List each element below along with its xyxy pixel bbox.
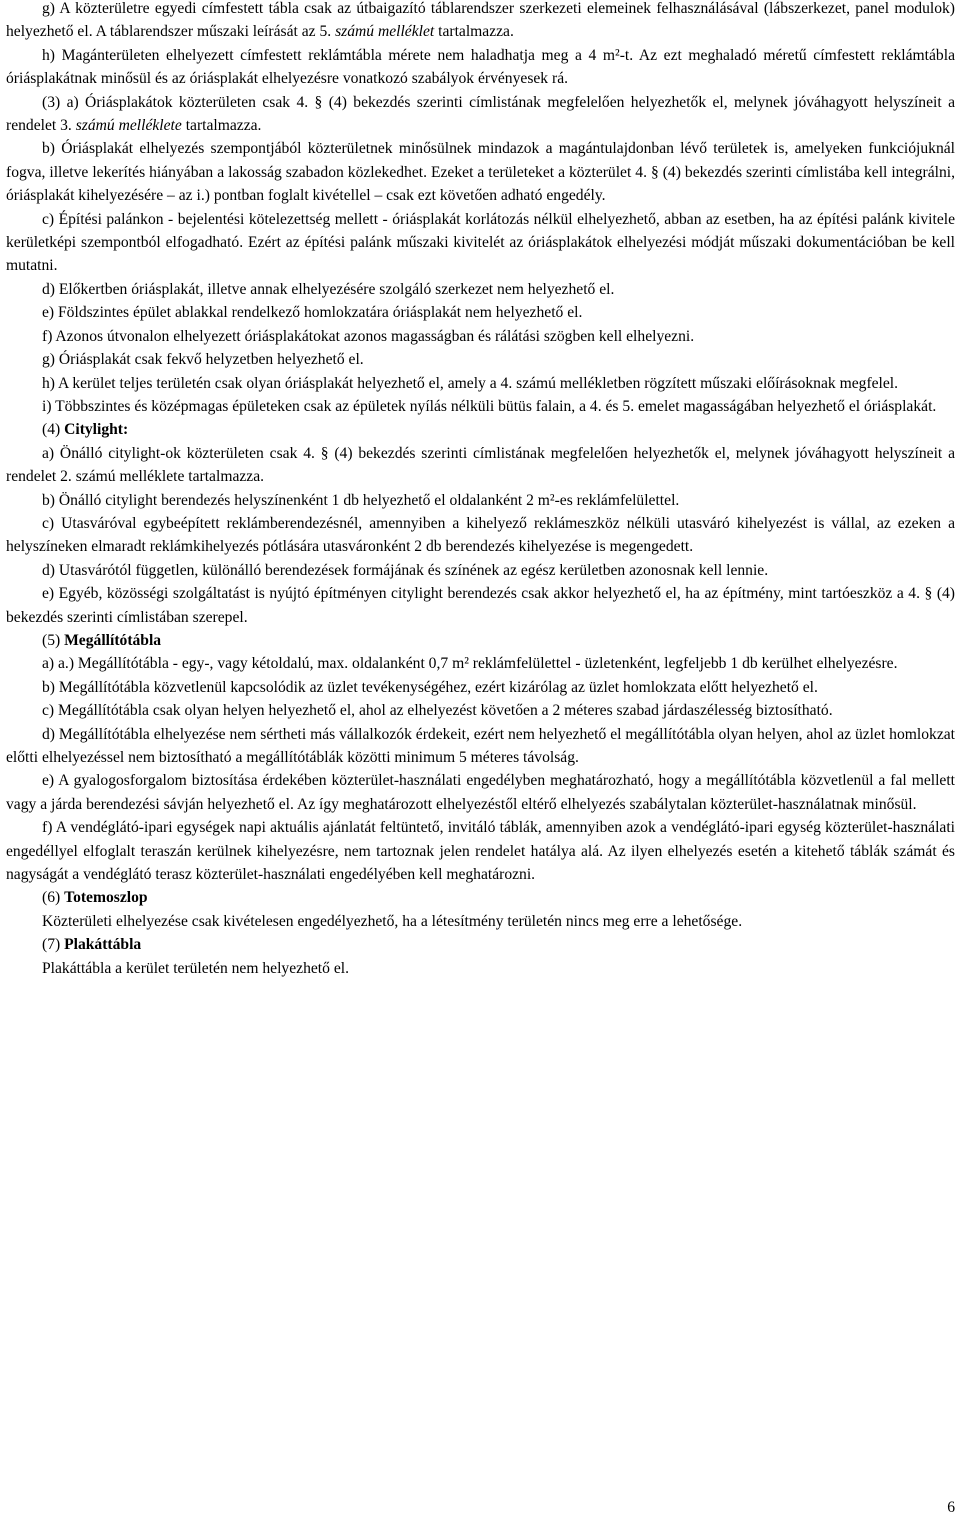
section-title: Megállítótábla: [64, 631, 162, 649]
paragraph-megallitotabla-e: e) A gyalogosforgalom biztosítása érdekében közterület-használati engedélyben meghatározható, hogy a megállítótábla közvetlenül a fal mellett vagy a járda berendezési sávján helyezhető el. Az így meghatározott elhelyezéstől eltérő elhelyezés szabálytalan közterület-használatnak minősül.: [6, 772, 955, 813]
paragraph-oriasplakat-b: b) Óriásplakát elhelyezés szempontjából közterületnek minősülnek mindazok a magántulajdonban lévő területek is, amelyeken funkciójuknál fogva, illetve lekerítés hiányában a lakosság szabadon közlekedhet. Ezeket a területeket a közterület 4. § (4) bekezdés szerinti címlistába kell integrálni, óriásplakát kihelyezésére – az i.) pontban foglalt kivétellel – csak ezt követően adható engedély.: [6, 140, 955, 205]
paragraph-megallitotabla-b: b) Megállítótábla közvetlenül kapcsolódik az üzlet tevékenységéhez, ezért kizárólag az üzlet homlokzata előtt helyezhető el.: [42, 678, 818, 696]
paragraph-oriasplakat-c: c) Építési palánkon - bejelentési kötelezettség mellett - óriásplakát korlátozás nélkül elhelyezhető, abban az esetben, ha az építési palánk kivitele kerületképi szempontból elfogadható. Ezért az építési palánk műszaki kivitelét az óriásplakátok elhelyezési módját műszaki dokumentációban be kell mutatni.: [6, 210, 955, 275]
section-title: Totemoszlop: [64, 889, 148, 907]
paragraph-megallitotabla-c: c) Megállítótábla csak olyan helyen helyezhető el, ahol az elhelyezést követően a 2 méteres szabad járdaszélesség biztosítható.: [42, 702, 833, 720]
section-heading-plakattabla: (7) Plakáttábla: [42, 936, 142, 954]
annex-reference: számú melléklete: [75, 117, 182, 135]
paragraph-oriasplakat-h: h) A kerület teljes területén csak olyan óriásplakát helyezhető el, amely a 4. számú mellékletben rögzített műszaki előírásoknak megfelel.: [42, 374, 899, 392]
section-heading-megallitotabla: (5) Megállítótábla: [42, 631, 162, 649]
paragraph-megallitotabla-d: d) Megállítótábla elhelyezése nem sértheti más vállalkozók érdekeit, ezért nem helyezhető el megállítótábla olyan helyen, ahol az üzlet homlokzat előtti elhelyezéssel nem biztosítható a megállítótáblák közötti minimum 5 méteres távolság.: [6, 725, 955, 766]
paragraph-oriasplakat-e: e) Földszintes épület ablakkal rendelkező homlokzatára óriásplakát nem helyezhető el.: [42, 304, 583, 322]
section-title: Plakáttábla: [64, 936, 142, 954]
paragraph-oriasplakat-d: d) Előkertben óriásplakát, illetve annak elhelyezésére szolgáló szerkezet nem helyezhető el.: [42, 280, 615, 298]
paragraph-oriasplakat-g: g) Óriásplakát csak fekvő helyzetben helyezhető el.: [42, 351, 364, 369]
paragraph-totemoszlop: Közterületi elhelyezése csak kivételesen engedélyezhető, ha a létesítmény területén nincs meg erre a lehetősége.: [42, 912, 743, 930]
paragraph-oriasplakat-i: i) Többszintes és középmagas épületeken csak az épületek nyílás nélküli bütüs falain, a 4. és 5. emelet magasságában helyezhető el óriásplakát.: [42, 397, 937, 415]
paragraph-megallitotabla-a: a) a.) Megállítótábla - egy-, vagy kétoldalú, max. oldalanként 0,7 m² reklámfelülettel - üzletenként, legfeljebb 1 db kerülhet elhelyezésre.: [42, 655, 898, 673]
page-body: [6, 0, 955, 980]
paragraph-3g: g) A közterületre egyedi címfestett tábla csak az útbaigazító táblarendszer szerkezeti elemeinek felhasználásával (lábszerkezet, panel modulok) helyezhető el. A táblarendszer műszaki leírását az 5. számú melléklet tartalmazza.: [6, 0, 955, 41]
paragraph-citylight-a: a) Önálló citylight-ok közterületen csak 4. § (4) bekezdés szerinti címlistának megfelelően helyezhetők el, melynek jóváhagyott helyszíneit a rendelet 2. számú melléklete tartalmazza.: [6, 444, 955, 486]
paragraph-citylight-e: e) Egyéb, közösségi szolgáltatást is nyújtó építményen citylight berendezés csak akkor helyezhető el, ha az építmény, mint tartóeszköz a 4. § (4) bekezdés szerinti címlistában szerepel.: [6, 585, 955, 626]
section-heading-citylight: (4) Citylight:: [42, 421, 129, 439]
paragraph-oriasplakat-a: (3) a) Óriásplakátok közterületen csak 4. § (4) bekezdés szerinti címlistának megfelelően helyezhetők el, melynek jóváhagyott helyszíneit a rendelet 3. számú melléklete tartalmazza.: [6, 93, 955, 135]
paragraph-plakattabla: Plakáttábla a kerület területén nem helyezhető el.: [42, 959, 349, 977]
paragraph-megallitotabla-f: f) A vendéglátó-ipari egységek napi aktuális ajánlatát feltüntető, invitáló táblák, amennyiben azok a vendéglátó-ipari egység közterület-használati engedéllyel elfoglalt teraszán kerülnek kihelyezésre, nem tartoznak jelen rendelet hatálya alá. Az ilyen elhelyezés esetén a kitehető táblák számát és nagyságát a vendéglátó terasz közterület-használati engedélyében kell meghatározni.: [6, 819, 955, 884]
annex-reference: számú melléklet: [335, 23, 435, 41]
section-title: Citylight:: [64, 421, 129, 439]
paragraph-3h: h) Magánterületen elhelyezett címfestett reklámtábla mérete nem haladhatja meg a 4 m²-t. Az ezt meghaladó méretű címfestett reklámtábla óriásplakátnak minősül és az óriásplakát elhelyezésre vonatkozó szabályok érvényesek rá.: [6, 46, 955, 88]
section-heading-totemoszlop: (6) Totemoszlop: [42, 889, 148, 907]
paragraph-citylight-b: b) Önálló citylight berendezés helyszínenként 1 db helyezhető el oldalanként 2 m²-es reklámfelülettel.: [42, 491, 680, 509]
paragraph-citylight-d: d) Utasvárótól független, különálló berendezések formájának és színének az egész kerületben azonosnak kell lennie.: [42, 561, 769, 579]
paragraph-oriasplakat-f: f) Azonos útvonalon elhelyezett óriásplakátokat azonos magasságban és rálátási szögben kell elhelyezni.: [42, 327, 695, 345]
paragraph-citylight-c: c) Utasváróval egybeépített reklámberendezésnél, amennyiben a kihelyező reklámeszköz nélküli utasváró kihelyezést is vállal, az ezeken a helyszíneken elmaradt reklámkihelyezés pótlására utasváronként 2 db berendezés kihelyezése is megengedett.: [6, 514, 955, 556]
page-number: 6: [947, 1499, 955, 1516]
